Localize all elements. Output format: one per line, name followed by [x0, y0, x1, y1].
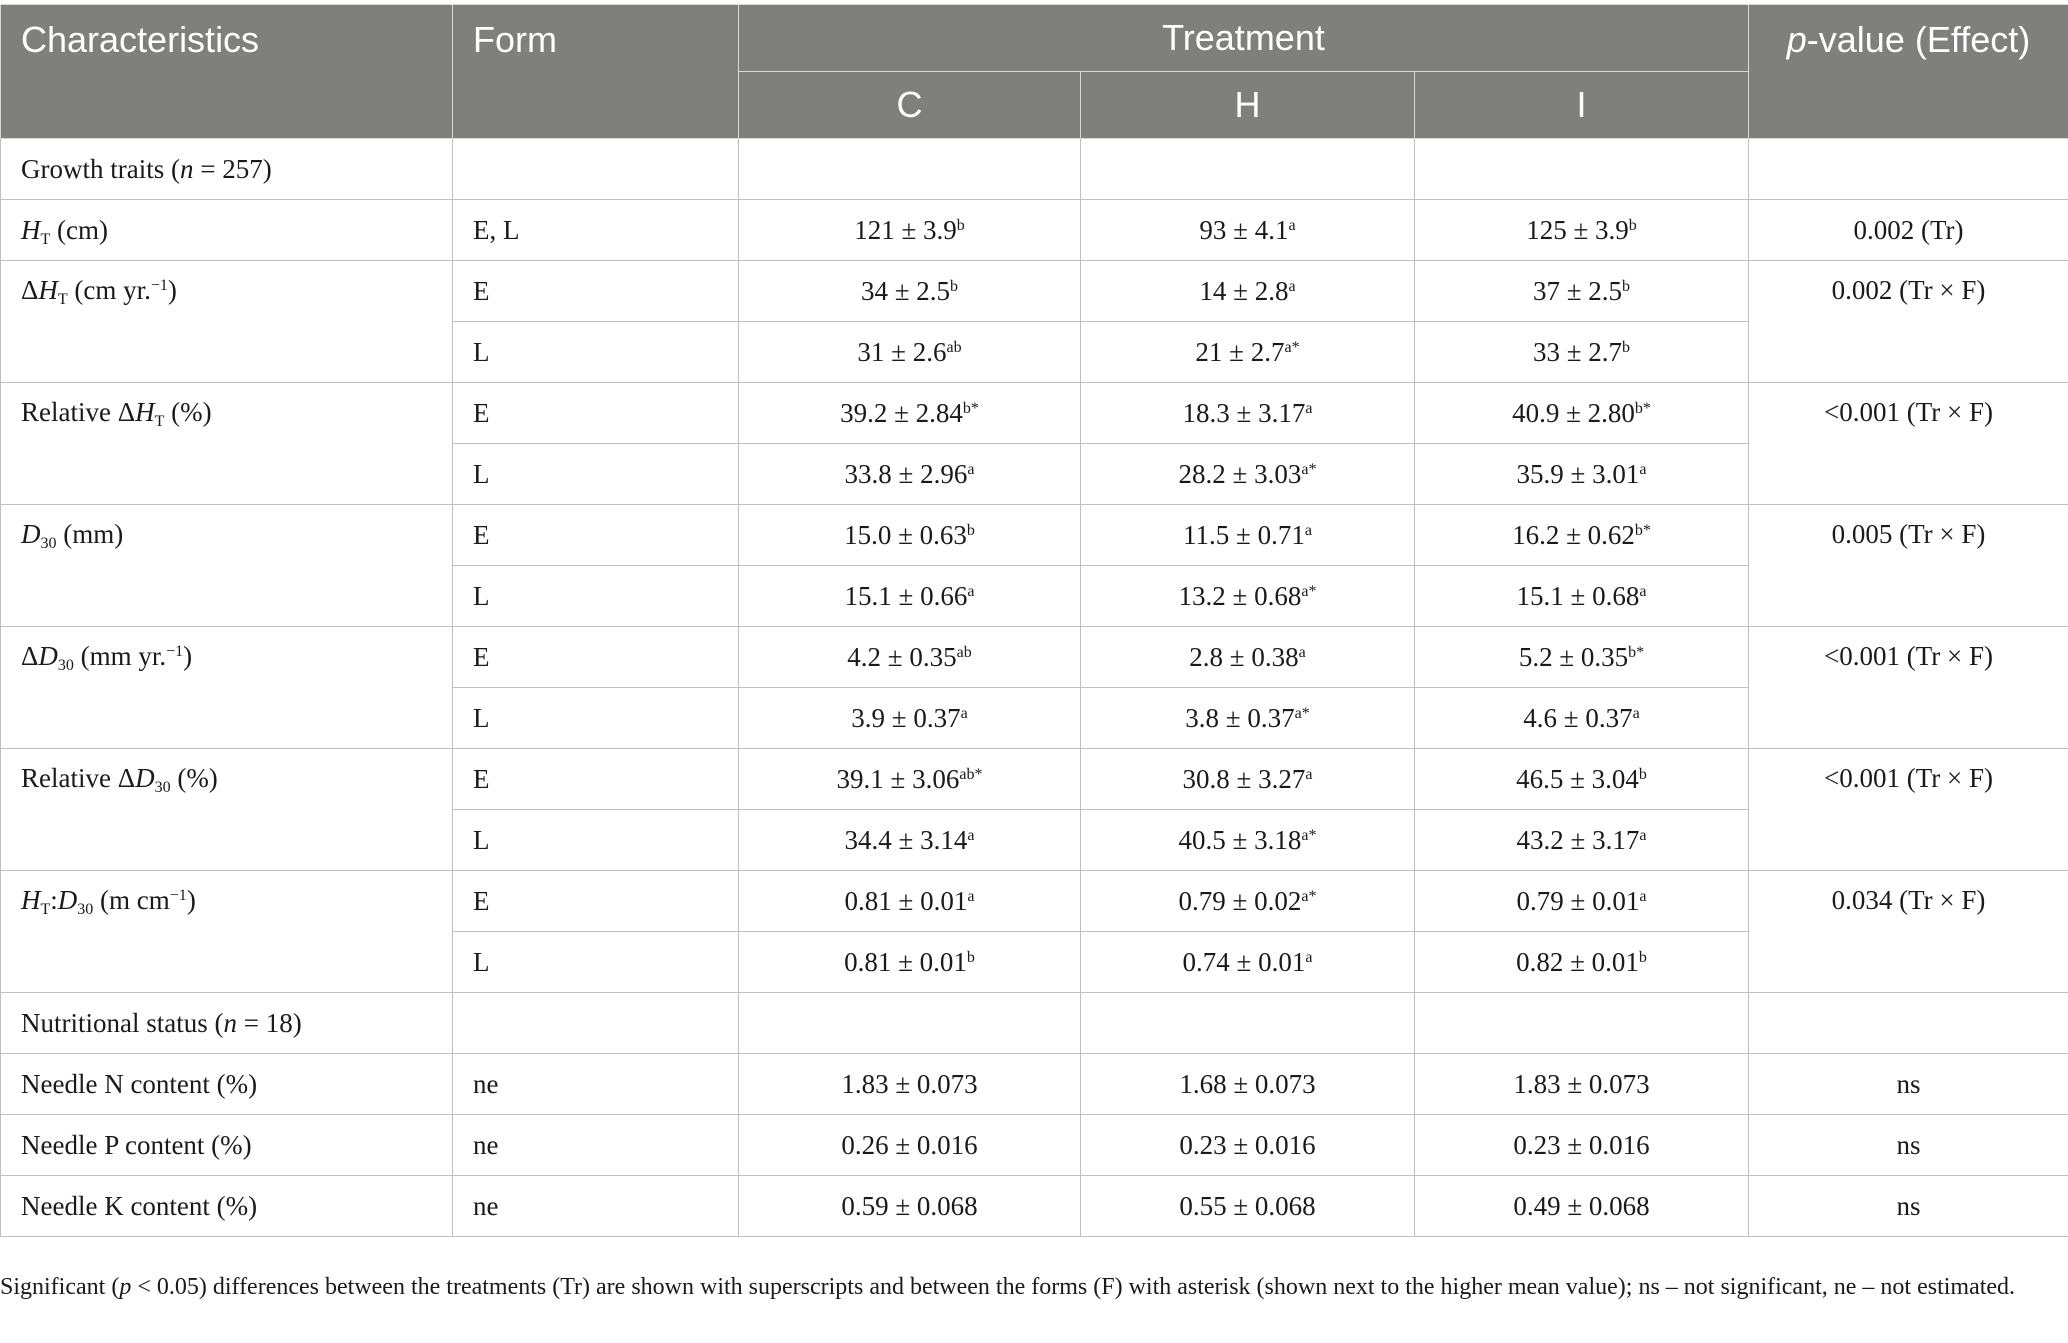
superscript: b* [1634, 521, 1651, 539]
superscript: a* [1284, 338, 1300, 356]
superscript: b [956, 216, 965, 234]
unit: (m cm [93, 885, 170, 915]
mean-value: 0.81 ± 0.01 [844, 885, 968, 916]
value-cell-h [1081, 322, 1415, 383]
value-cell-h [1081, 688, 1415, 749]
row-label-rdht [1, 383, 453, 505]
form-cell: L [453, 566, 739, 627]
value-cell-i: 0.49 ± 0.068 [1415, 1176, 1749, 1237]
value-cell-c: 1.83 ± 0.073 [739, 1054, 1081, 1115]
table-body [1, 139, 2068, 1237]
subscript: 30 [40, 535, 57, 552]
superscript: a [967, 460, 975, 478]
value-cell-i: 1.83 ± 0.073 [1415, 1054, 1749, 1115]
mean-value: 33.8 ± 2.96 [844, 458, 968, 489]
value-cell-c [739, 688, 1081, 749]
prefix: Relative Δ [21, 763, 136, 793]
p-value-cell: 0.002 (Tr × F) [1749, 261, 2068, 383]
mean-value: 0.82 ± 0.01 [1516, 946, 1639, 977]
mean-value: 3.9 ± 0.37 [851, 702, 961, 733]
mean-value: 13.2 ± 0.68 [1178, 580, 1302, 611]
symbol: H [135, 397, 155, 427]
form-cell: ne [453, 1054, 739, 1115]
form-cell: ne [453, 1176, 739, 1237]
superscript: b [1622, 277, 1631, 295]
symbol: H [38, 275, 58, 305]
row-label-rdd30 [1, 749, 453, 871]
value-cell-h [1081, 200, 1415, 261]
form-cell: L [453, 810, 739, 871]
table-row-rdd30-e [1, 749, 2068, 810]
mean-value: 16.2 ± 0.62 [1512, 519, 1635, 550]
value-cell-h [1081, 749, 1415, 810]
section-row-nutrition [1, 993, 2068, 1054]
superscript: b [1638, 765, 1647, 783]
value-cell-h: 0.55 ± 0.068 [1081, 1176, 1415, 1237]
section-row-growth [1, 139, 2068, 200]
row-label-needle-n: Needle N content (%) [1, 1054, 453, 1115]
header-treatment-h: H [1081, 72, 1415, 139]
unit-end: ) [183, 641, 193, 671]
superscript: b [966, 521, 975, 539]
value-cell-i [1415, 749, 1749, 810]
mean-value: 0.79 ± 0.01 [1516, 885, 1640, 916]
superscript: ab* [959, 765, 983, 783]
results-table [0, 4, 2068, 1237]
mean-value: 34.4 ± 3.14 [844, 824, 968, 855]
section-label-nutrition [1, 993, 453, 1054]
unit: (%) [164, 397, 212, 427]
prefix: Δ [21, 275, 39, 305]
row-label-needle-k: Needle K content (%) [1, 1176, 453, 1237]
value-cell-h [1081, 505, 1415, 566]
row-label-dht [1, 261, 453, 383]
value-cell-i [1415, 322, 1749, 383]
value-cell-h [1081, 627, 1415, 688]
table-footnote [0, 1268, 2060, 1306]
mean-value: 18.3 ± 3.17 [1182, 397, 1306, 428]
colon: : [50, 885, 58, 915]
value-cell-h [1081, 383, 1415, 444]
superscript: b* [1628, 643, 1645, 661]
subscript: T [57, 291, 68, 308]
subscript: 30 [57, 657, 74, 674]
mean-value: 4.6 ± 0.37 [1523, 702, 1633, 733]
section-n-value: = 18) [236, 1007, 302, 1038]
prefix: Δ [21, 641, 39, 671]
results-table-container [0, 4, 2068, 1237]
table-row-needle-p [1, 1115, 2068, 1176]
p-value-cell: 0.005 (Tr × F) [1749, 505, 2068, 627]
value-cell-c [739, 200, 1081, 261]
p-value-cell: <0.001 (Tr × F) [1749, 383, 2068, 505]
mean-value: 15.1 ± 0.68 [1516, 580, 1640, 611]
exponent: −1 [166, 643, 184, 660]
mean-value: 40.5 ± 3.18 [1178, 824, 1302, 855]
header-treatment-i: I [1415, 72, 1749, 139]
value-cell-i [1415, 627, 1749, 688]
value-cell-i [1415, 932, 1749, 993]
symbol: D [38, 641, 58, 671]
subscript: T [40, 901, 51, 918]
value-cell-c [739, 932, 1081, 993]
superscript: a* [1294, 704, 1310, 722]
p-symbol: p [1786, 19, 1807, 60]
n-symbol: n [179, 153, 194, 184]
superscript: a* [1301, 887, 1317, 905]
value-cell-h [1081, 444, 1415, 505]
form-cell: L [453, 688, 739, 749]
superscript: a [1304, 521, 1312, 539]
value-cell-i [1415, 566, 1749, 627]
superscript: a [1288, 216, 1296, 234]
unit: (mm) [56, 519, 124, 549]
header-form: Form [453, 5, 739, 139]
superscript: b [950, 277, 959, 295]
form-cell: E [453, 261, 739, 322]
mean-value: 3.8 ± 0.37 [1185, 702, 1295, 733]
table-row-ht [1, 200, 2068, 261]
row-label-htd30 [1, 871, 453, 993]
value-cell-i [1415, 383, 1749, 444]
mean-value: 30.8 ± 3.27 [1182, 763, 1306, 794]
form-cell: ne [453, 1115, 739, 1176]
form-cell: E [453, 627, 739, 688]
empty-cell [1415, 993, 1749, 1054]
unit: (cm yr. [67, 275, 151, 305]
superscript: a [1305, 765, 1313, 783]
p-value-suffix: -value (Effect) [1806, 19, 2031, 60]
superscript: b [1638, 948, 1647, 966]
table-header [1, 5, 2068, 139]
subscript: 30 [154, 779, 171, 796]
value-cell-h [1081, 566, 1415, 627]
superscript: b* [1634, 399, 1651, 417]
superscript: a [1639, 460, 1647, 478]
subscript: T [154, 413, 165, 430]
superscript: a [1639, 887, 1647, 905]
superscript: b* [962, 399, 979, 417]
value-cell-h [1081, 810, 1415, 871]
superscript: a [1639, 582, 1647, 600]
p-value-cell: ns [1749, 1054, 2068, 1115]
form-cell: E, L [453, 200, 739, 261]
value-cell-c [739, 749, 1081, 810]
superscript: a [1632, 704, 1640, 722]
value-cell-i [1415, 810, 1749, 871]
form-cell: L [453, 444, 739, 505]
unit: (mm yr. [73, 641, 167, 671]
mean-value: 31 ± 2.6 [857, 336, 947, 367]
p-value-cell: <0.001 (Tr × F) [1749, 749, 2068, 871]
superscript: a [1639, 826, 1647, 844]
superscript: ab [946, 338, 962, 356]
footnote-text: Significant ( [0, 1274, 120, 1300]
empty-cell [739, 139, 1081, 200]
mean-value: 33 ± 2.7 [1532, 336, 1623, 367]
mean-value: 39.1 ± 3.06 [836, 763, 960, 794]
value-cell-c [739, 505, 1081, 566]
footnote-text: < 0.05) differences between the treatments (Tr) are shown with superscripts and between the forms (F) with asterisk (shown next to the higher mean value); ns – not significant, ne – not estimated. [131, 1274, 2016, 1300]
value-cell-c [739, 383, 1081, 444]
mean-value: 34 ± 2.5 [860, 275, 951, 306]
symbol: H [21, 885, 41, 915]
mean-value: 125 ± 3.9 [1526, 214, 1629, 245]
mean-value: 0.79 ± 0.02 [1178, 885, 1302, 916]
symbol: D [21, 519, 41, 549]
superscript: a [1305, 948, 1313, 966]
symbol: D [135, 763, 155, 793]
unit-end: ) [167, 275, 177, 305]
superscript: b [966, 948, 975, 966]
value-cell-i: 0.23 ± 0.016 [1415, 1115, 1749, 1176]
value-cell-i [1415, 444, 1749, 505]
value-cell-c: 0.59 ± 0.068 [739, 1176, 1081, 1237]
section-label-growth [1, 139, 453, 200]
form-cell: E [453, 505, 739, 566]
section-text: Nutritional status ( [21, 1007, 224, 1038]
row-label-ht [1, 200, 453, 261]
p-value-cell: ns [1749, 1176, 2068, 1237]
value-cell-c [739, 810, 1081, 871]
prefix: Relative Δ [21, 397, 136, 427]
mean-value: 5.2 ± 0.35 [1518, 641, 1629, 672]
table-row-needle-n [1, 1054, 2068, 1115]
header-treatment-c: C [739, 72, 1081, 139]
superscript: a* [1301, 582, 1317, 600]
exponent: −1 [169, 887, 187, 904]
header-treatment: Treatment [739, 5, 1749, 72]
superscript: ab [956, 643, 972, 661]
value-cell-i [1415, 261, 1749, 322]
row-label-d30 [1, 505, 453, 627]
value-cell-c [739, 627, 1081, 688]
mean-value: 15.0 ± 0.63 [844, 519, 967, 550]
p-value-cell: ns [1749, 1115, 2068, 1176]
mean-value: 11.5 ± 0.71 [1183, 519, 1305, 550]
empty-cell [1081, 993, 1415, 1054]
form-cell: E [453, 383, 739, 444]
unit-end: ) [186, 885, 196, 915]
subscript: 30 [77, 901, 94, 918]
superscript: a* [1301, 826, 1317, 844]
form-cell: E [453, 749, 739, 810]
header-p-value [1749, 5, 2068, 139]
value-cell-h [1081, 261, 1415, 322]
value-cell-i [1415, 871, 1749, 932]
table-row-rdht-e [1, 383, 2068, 444]
value-cell-c [739, 261, 1081, 322]
table-row-htd30-e [1, 871, 2068, 932]
empty-cell [1749, 139, 2068, 200]
superscript: a [960, 704, 968, 722]
value-cell-c [739, 322, 1081, 383]
mean-value: 121 ± 3.9 [854, 214, 957, 245]
empty-cell [1749, 993, 2068, 1054]
superscript: a [967, 826, 975, 844]
mean-value: 15.1 ± 0.66 [844, 580, 968, 611]
section-n-value: = 257) [193, 153, 272, 184]
row-label-dd30 [1, 627, 453, 749]
unit: (%) [170, 763, 218, 793]
table-row-d30-e [1, 505, 2068, 566]
empty-cell [453, 993, 739, 1054]
symbol: D [57, 885, 78, 915]
empty-cell [1415, 139, 1749, 200]
value-cell-c: 0.26 ± 0.016 [739, 1115, 1081, 1176]
table-row-needle-k [1, 1176, 2068, 1237]
form-cell: L [453, 932, 739, 993]
p-value-cell: 0.034 (Tr × F) [1749, 871, 2068, 993]
p-symbol: p [119, 1274, 132, 1300]
value-cell-c [739, 871, 1081, 932]
superscript: a [1298, 643, 1306, 661]
symbol: H [21, 214, 41, 245]
mean-value: 93 ± 4.1 [1199, 214, 1289, 245]
row-label-needle-p: Needle P content (%) [1, 1115, 453, 1176]
mean-value: 0.74 ± 0.01 [1182, 946, 1306, 977]
mean-value: 4.2 ± 0.35 [847, 641, 957, 672]
form-cell: L [453, 322, 739, 383]
exponent: −1 [150, 277, 168, 294]
unit: (cm) [50, 214, 108, 245]
empty-cell [739, 993, 1081, 1054]
superscript: a [1288, 277, 1296, 295]
value-cell-c [739, 566, 1081, 627]
header-characteristics: Characteristics [1, 5, 453, 139]
superscript: b [1622, 338, 1631, 356]
value-cell-h: 1.68 ± 0.073 [1081, 1054, 1415, 1115]
mean-value: 40.9 ± 2.80 [1512, 397, 1635, 428]
mean-value: 35.9 ± 3.01 [1516, 458, 1640, 489]
superscript: a* [1301, 460, 1317, 478]
mean-value: 21 ± 2.7 [1195, 336, 1285, 367]
mean-value: 46.5 ± 3.04 [1516, 763, 1639, 794]
value-cell-h: 0.23 ± 0.016 [1081, 1115, 1415, 1176]
section-text: Growth traits ( [21, 153, 180, 184]
form-cell: E [453, 871, 739, 932]
value-cell-h [1081, 932, 1415, 993]
mean-value: 28.2 ± 3.03 [1178, 458, 1302, 489]
p-value-cell: 0.002 (Tr) [1749, 200, 2068, 261]
superscript: a [967, 887, 975, 905]
table-row-dht-e [1, 261, 2068, 322]
p-value-cell: <0.001 (Tr × F) [1749, 627, 2068, 749]
empty-cell [1081, 139, 1415, 200]
mean-value: 0.81 ± 0.01 [844, 946, 967, 977]
n-symbol: n [223, 1007, 237, 1038]
empty-cell [453, 139, 739, 200]
mean-value: 14 ± 2.8 [1199, 275, 1289, 306]
superscript: a [967, 582, 975, 600]
subscript: T [40, 230, 51, 248]
mean-value: 2.8 ± 0.38 [1189, 641, 1299, 672]
superscript: b [1628, 216, 1637, 234]
mean-value: 43.2 ± 3.17 [1516, 824, 1640, 855]
table-row-dd30-e [1, 627, 2068, 688]
value-cell-i [1415, 505, 1749, 566]
value-cell-i [1415, 200, 1749, 261]
mean-value: 37 ± 2.5 [1532, 275, 1623, 306]
mean-value: 39.2 ± 2.84 [840, 397, 963, 428]
value-cell-c [739, 444, 1081, 505]
value-cell-h [1081, 871, 1415, 932]
superscript: a [1305, 399, 1313, 417]
value-cell-i [1415, 688, 1749, 749]
